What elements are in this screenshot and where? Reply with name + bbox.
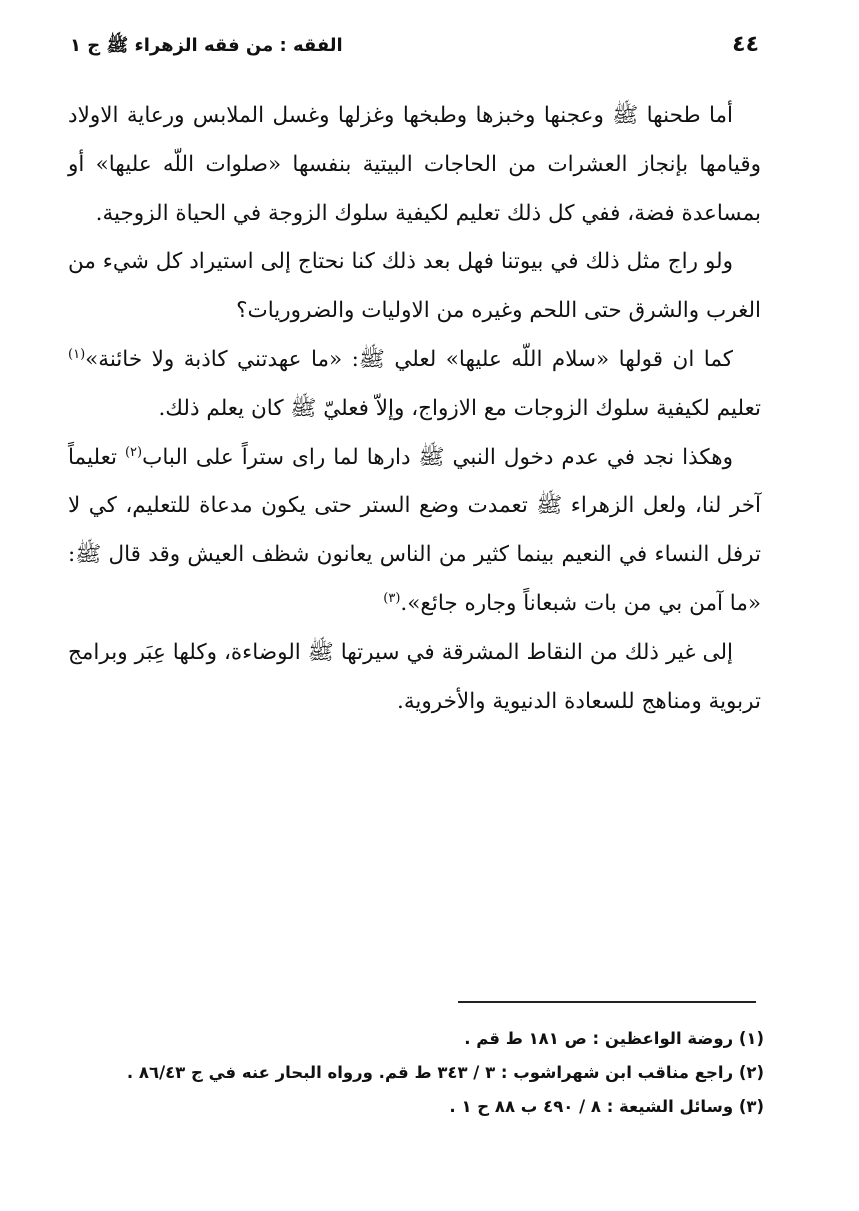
running-title: الفقه : من فقه الزهراء ﷺ ج ١ xyxy=(70,35,343,56)
footnote-divider xyxy=(458,1001,756,1003)
paragraph-5: إلى غير ذلك من النقاط المشرقة في سيرتها ﷺ الوضاءة، وكلها عِبَر وبرامج تربوية ومناهج للسعادة الدنيوية والأخروية. xyxy=(68,639,761,714)
paragraph-4 xyxy=(68,434,761,629)
paragraph-4-continued: تعليماً آخر لنا، ولعل الزهراء ﷺ تعمدت وضع الستر حتى يكون مدعاة للتعليم، كي لا ترفل النساء في النعيم بينما كثير من الناس يعانون شظف العيش وقد قال ﷺ: «ما آمن بي من بات شبعاناً وجاره جائع». xyxy=(68,444,761,616)
footnote-2: (٢) راجع مناقب ابن شهراشوب : ٣ / ٣٤٣ ط قم. ورواه البحار عنه في ج ٨٦/٤٣ . xyxy=(126,1063,764,1082)
paragraph-2: ولو راج مثل ذلك في بيوتنا فهل بعد ذلك كنا نحتاج إلى استيراد كل شيء من الغرب والشرق حتى اللحم وغيره من الاوليات والضروريات؟ xyxy=(68,249,761,324)
paragraph-4-text: وهكذا نجد في عدم دخول النبي ﷺ دارها لما راى ستراً على الباب xyxy=(142,444,733,470)
footnotes xyxy=(120,1022,764,1124)
page-number: ٤٤ xyxy=(732,32,759,57)
main-text xyxy=(68,92,761,726)
footnote-ref-1: (١) xyxy=(68,346,86,362)
paragraph-3 xyxy=(68,336,761,434)
running-header xyxy=(70,30,759,66)
footnote-1: (١) روضة الواعظين : ص ١٨١ ط قم . xyxy=(464,1029,764,1048)
paragraph-3-text: كما ان قولها «سلام اللّه عليها» لعلي ﷺ: «ما عهدتني كاذبة ولا خائنة» xyxy=(85,346,733,372)
paragraph-3-continued: تعليم لكيفية سلوك الزوجات مع الازواج، وإلاّ فعليّ ﷺ كان يعلم ذلك. xyxy=(158,395,761,421)
footnote-ref-2: (٢) xyxy=(124,444,143,460)
footnote-3: (٣) وسائل الشيعة : ٨ / ٤٩٠ ب ٨٨ ح ١ . xyxy=(449,1097,764,1116)
paragraph-1: أما طحنها ﷺ وعجنها وخبزها وطبخها وغزلها وغسل الملابس ورعاية الاولاد وقيامها بإنجاز العشرات من الحاجات البيتية بنفسها «صلوات اللّه عليها» أو بمساعدة فضة، ففي كل ذلك تعليم لكيفية سلوك الزوجة في الحياة الزوجية. xyxy=(68,103,761,226)
footnote-ref-3: (٣) xyxy=(383,590,401,606)
